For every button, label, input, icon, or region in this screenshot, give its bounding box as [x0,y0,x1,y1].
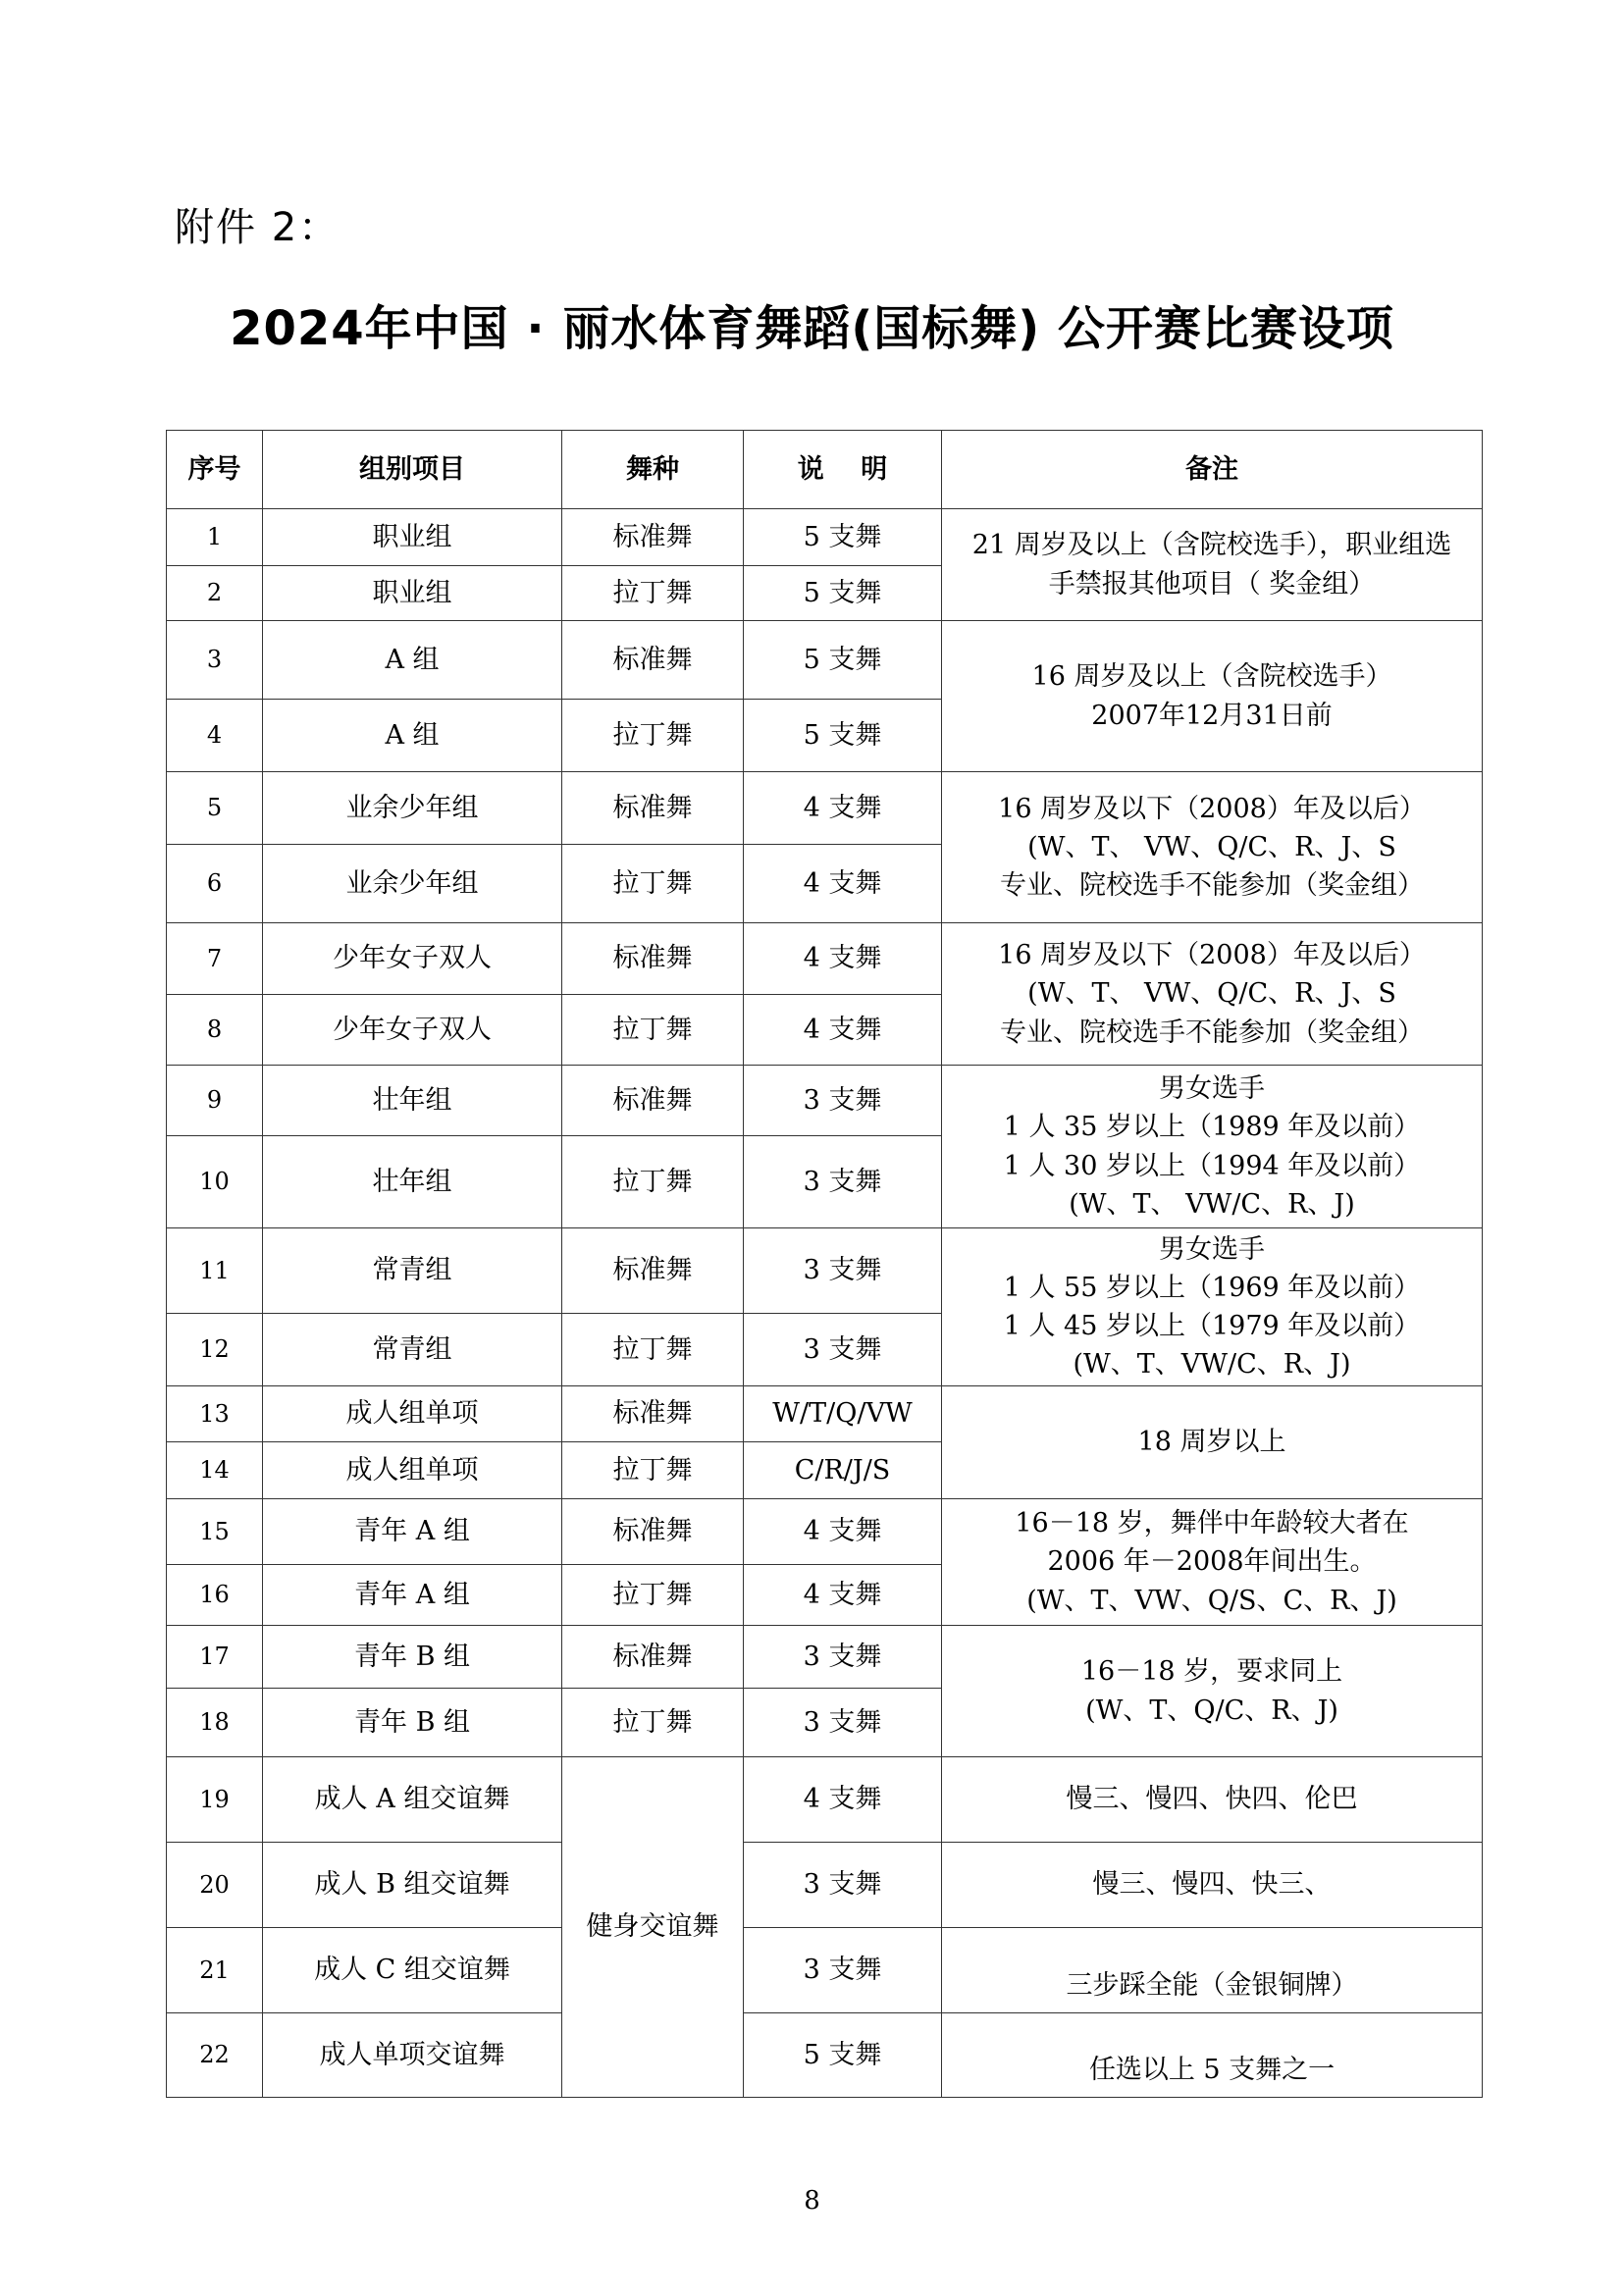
row-desc: 3 支舞 [744,1928,942,2013]
row-dance: 拉丁舞 [562,1565,744,1626]
note-line: 18 周岁以上 [1137,1427,1286,1458]
row-note [942,509,1483,621]
row-no: 20 [167,1843,263,1928]
row-no: 8 [167,995,263,1066]
note-line: 专业、院校选手不能参加（奖金组） [1000,1017,1424,1048]
row-dance: 拉丁舞 [562,845,744,923]
row-no: 1 [167,509,263,566]
note-line: 2006 年－2008年间出生。 [1047,1546,1377,1578]
header-note: 备注 [942,431,1483,509]
row-group: 职业组 [263,509,562,566]
row-no: 14 [167,1442,263,1499]
row-no: 2 [167,566,263,621]
row-desc: 3 支舞 [744,1136,942,1228]
note-line: (W、T、VW/C、R、J) [1073,1349,1351,1381]
note-line: (W、T、 VW/C、R、J) [1069,1188,1355,1220]
note-line: 21 周岁及以上（含院校选手），职业组选 [971,530,1452,561]
row-dance: 拉丁舞 [562,995,744,1066]
row-desc: C/R/J/S [744,1442,942,1499]
row-group: 壮年组 [263,1066,562,1136]
row-no: 6 [167,845,263,923]
row-dance: 标准舞 [562,1228,744,1314]
row-no: 4 [167,700,263,772]
row-group: 成人单项交谊舞 [263,2013,562,2098]
row-group: 青年 A 组 [263,1499,562,1565]
row-desc: 5 支舞 [744,509,942,566]
table-row [167,1928,1483,2013]
row-no: 9 [167,1066,263,1136]
row-dance: 拉丁舞 [562,1689,744,1757]
row-desc: 4 支舞 [744,845,942,923]
row-dance: 标准舞 [562,1386,744,1442]
row-group: 成人组单项 [263,1442,562,1499]
row-dance: 标准舞 [562,1626,744,1689]
note-line: (W、T、 VW、Q/C、R、J、S [1027,978,1396,1010]
table-row [167,923,1483,995]
row-desc: 4 支舞 [744,1757,942,1843]
row-no: 18 [167,1689,263,1757]
row-no: 11 [167,1228,263,1314]
row-dance: 标准舞 [562,772,744,845]
row-no: 19 [167,1757,263,1843]
row-group: 成人 A 组交谊舞 [263,1757,562,1843]
table-row [167,772,1483,845]
row-group: 成人组单项 [263,1386,562,1442]
note-line: 16－18 岁，舞伴中年龄较大者在 [1015,1508,1409,1539]
note-line: 1 人 45 岁以上（1979 年及以前） [1003,1311,1421,1341]
row-note [942,1626,1483,1757]
table-row [167,1757,1483,1843]
row-desc: 3 支舞 [744,1314,942,1386]
row-no: 16 [167,1565,263,1626]
table-row [167,1386,1483,1442]
row-desc: 4 支舞 [744,772,942,845]
header-desc: 说 明 [744,431,942,509]
row-desc: W/T/Q/VW [744,1386,942,1442]
row-group: 壮年组 [263,1136,562,1228]
row-dance: 拉丁舞 [562,700,744,772]
row-no: 10 [167,1136,263,1228]
row-dance: 拉丁舞 [562,1314,744,1386]
page-number: 8 [804,2186,820,2216]
row-no: 3 [167,621,263,700]
row-desc: 5 支舞 [744,2013,942,2098]
note-line: 16 周岁及以下（2008）年及以后） [998,940,1426,971]
row-group: 业余少年组 [263,845,562,923]
row-dance: 健身交谊舞 [562,1757,744,2098]
row-desc: 3 支舞 [744,1228,942,1314]
header-group: 组别项目 [263,431,562,509]
row-note: 三步踩全能（金银铜牌） [942,1928,1483,2013]
row-note: 任选以上 5 支舞之一 [942,2013,1483,2098]
row-group: 成人 B 组交谊舞 [263,1843,562,1928]
row-dance: 标准舞 [562,509,744,566]
header-no: 序号 [167,431,263,509]
row-note [942,1228,1483,1386]
row-desc: 3 支舞 [744,1626,942,1689]
note-line: 男女选手 [1159,1233,1265,1265]
table-header-row [167,431,1483,509]
row-group: 常青组 [263,1314,562,1386]
row-group: 职业组 [263,566,562,621]
row-note [942,923,1483,1066]
row-dance: 标准舞 [562,1499,744,1565]
row-group: 成人 C 组交谊舞 [263,1928,562,2013]
table-row [167,1843,1483,1928]
row-dance: 拉丁舞 [562,1136,744,1228]
row-no: 21 [167,1928,263,2013]
row-desc: 5 支舞 [744,566,942,621]
note-line: (W、T、 VW、Q/C、R、J、S [1027,831,1396,862]
note-line: 1 人 30 岁以上（1994 年及以前） [1003,1150,1421,1181]
row-group: 青年 B 组 [263,1626,562,1689]
row-dance: 标准舞 [562,621,744,700]
row-note: 慢三、慢四、快四、伦巴 [942,1757,1483,1843]
note-line: 男女选手 [1159,1073,1265,1105]
table-row [167,1228,1483,1314]
row-desc: 5 支舞 [744,700,942,772]
row-dance: 标准舞 [562,923,744,995]
note-line: (W、T、VW、Q/S、C、R、J) [1026,1585,1397,1616]
row-note [942,772,1483,923]
note-line: 16 周岁及以下（2008）年及以后） [998,793,1426,824]
row-group: 少年女子双人 [263,923,562,995]
row-group: 青年 B 组 [263,1689,562,1757]
table-row [167,2013,1483,2098]
row-group: 业余少年组 [263,772,562,845]
attachment-label: 附件 2： [175,205,341,250]
row-note: 慢三、慢四、快三、 [942,1843,1483,1928]
row-note [942,1066,1483,1228]
note-line: (W、T、Q/C、R、J) [1085,1695,1338,1726]
row-no: 13 [167,1386,263,1442]
header-dance: 舞种 [562,431,744,509]
row-group: 常青组 [263,1228,562,1314]
row-group: A 组 [263,700,562,772]
row-note [942,1386,1483,1499]
row-desc: 3 支舞 [744,1066,942,1136]
note-line: 16 周岁及以上（含院校选手） [1031,661,1392,693]
row-desc: 3 支舞 [744,1843,942,1928]
note-line: 专业、院校选手不能参加（奖金组） [1000,870,1424,902]
row-desc: 4 支舞 [744,995,942,1066]
row-desc: 4 支舞 [744,1499,942,1565]
note-line: 2007年12月31日前 [1091,700,1333,731]
row-note [942,621,1483,772]
row-no: 22 [167,2013,263,2098]
note-line: 16－18 岁，要求同上 [1080,1656,1343,1688]
table-row [167,509,1483,566]
events-table [166,430,1483,2098]
note-line: 手禁报其他项目（ 奖金组） [1048,568,1376,600]
row-dance: 拉丁舞 [562,1442,744,1499]
table-row [167,1626,1483,1689]
row-desc: 4 支舞 [744,1565,942,1626]
row-dance: 标准舞 [562,1066,744,1136]
row-desc: 5 支舞 [744,621,942,700]
note-line: 1 人 35 岁以上（1989 年及以前） [1003,1112,1421,1143]
row-group: 青年 A 组 [263,1565,562,1626]
table-row [167,621,1483,700]
row-note [942,1499,1483,1626]
row-no: 5 [167,772,263,845]
row-no: 7 [167,923,263,995]
row-desc: 4 支舞 [744,923,942,995]
row-no: 17 [167,1626,263,1689]
table-row [167,1066,1483,1136]
row-group: 少年女子双人 [263,995,562,1066]
row-dance: 拉丁舞 [562,566,744,621]
row-no: 12 [167,1314,263,1386]
row-group: A 组 [263,621,562,700]
table-row [167,1499,1483,1565]
row-no: 15 [167,1499,263,1565]
note-line: 1 人 55 岁以上（1969 年及以前） [1003,1272,1421,1303]
page-title: 2024年中国 · 丽水体育舞蹈(国标舞) 公开赛比赛设项 [230,301,1394,356]
row-desc: 3 支舞 [744,1689,942,1757]
